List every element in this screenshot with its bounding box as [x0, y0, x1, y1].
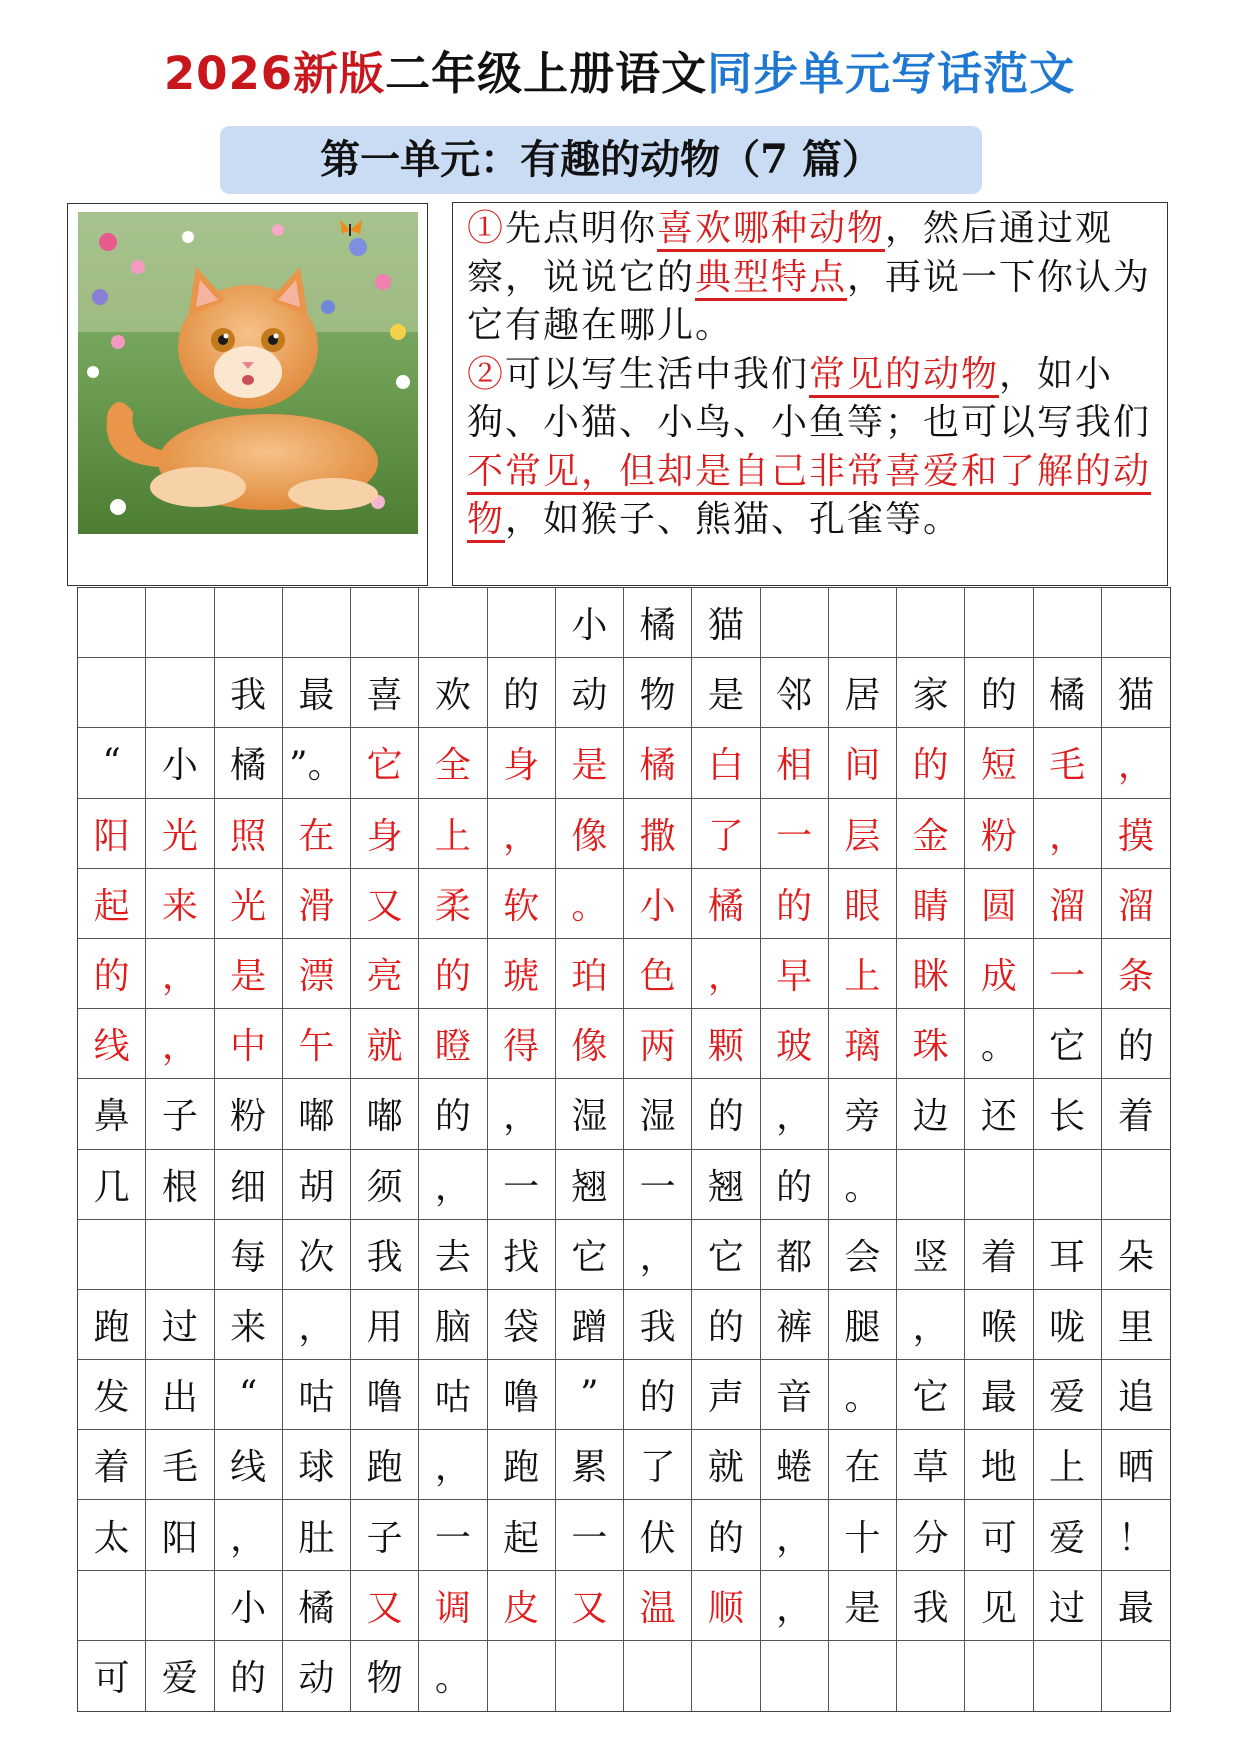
- grid-cell: ”。: [283, 728, 351, 798]
- grid-cell: 分: [897, 1500, 965, 1570]
- grid-cell: [488, 588, 556, 658]
- grid-cell: 草: [897, 1430, 965, 1500]
- grid-cell: 它: [351, 728, 419, 798]
- grid-cell: 伏: [624, 1500, 692, 1570]
- grid-cell: 全: [419, 728, 487, 798]
- grid-cell: 细: [215, 1150, 283, 1220]
- grid-cell: 来: [146, 869, 214, 939]
- grid-cell: ，: [215, 1500, 283, 1570]
- grid-cell: “: [78, 728, 146, 798]
- grid-cell: 照: [215, 799, 283, 869]
- grid-cell: 还: [965, 1079, 1033, 1149]
- tip-1-number: ①: [467, 208, 506, 249]
- grid-cell: 跑: [488, 1430, 556, 1500]
- grid-cell: 小: [624, 869, 692, 939]
- grid-cell: 白: [692, 728, 760, 798]
- grid-cell: ，: [488, 1079, 556, 1149]
- grid-cell: 一: [419, 1500, 487, 1570]
- grid-cell: 它: [1034, 1009, 1102, 1079]
- grid-cell: [1102, 1641, 1170, 1711]
- grid-cell: 起: [78, 869, 146, 939]
- grid-cell: 橘: [1034, 658, 1102, 728]
- grid-cell: 光: [215, 869, 283, 939]
- grid-cell: 噜: [488, 1360, 556, 1430]
- grid-cell: 的: [761, 869, 829, 939]
- grid-cell: ！: [1102, 1500, 1170, 1570]
- grid-cell: [761, 588, 829, 658]
- grid-cell: 的: [692, 1500, 760, 1570]
- grid-cell: 肚: [283, 1500, 351, 1570]
- grid-cell: 咕: [419, 1360, 487, 1430]
- grid-cell: 粉: [215, 1079, 283, 1149]
- grid-cell: 蜷: [761, 1430, 829, 1500]
- title-grade: 二年级上册语文: [385, 47, 708, 100]
- tip-2-number: ②: [467, 353, 506, 395]
- grid-cell: 发: [78, 1360, 146, 1430]
- grid-cell: 毛: [1034, 728, 1102, 798]
- grid-cell: 我: [351, 1220, 419, 1290]
- grid-cell: ，: [692, 939, 760, 1009]
- grid-cell: 鼻: [78, 1079, 146, 1149]
- grid-cell: 里: [1102, 1290, 1170, 1360]
- grid-cell: 一: [761, 799, 829, 869]
- grid-cell: 根: [146, 1150, 214, 1220]
- grid-cell: ”: [556, 1360, 624, 1430]
- grid-cell: 橘: [692, 869, 760, 939]
- grid-cell: 欢: [419, 658, 487, 728]
- grid-cell: 的: [761, 1150, 829, 1220]
- grid-cell: 成: [965, 939, 1033, 1009]
- grid-cell: 午: [283, 1009, 351, 1079]
- grid-cell: ，: [146, 1009, 214, 1079]
- grid-cell: 物: [624, 658, 692, 728]
- grid-cell: 瞪: [419, 1009, 487, 1079]
- grid-cell: 亮: [351, 939, 419, 1009]
- grid-cell: 橘: [283, 1571, 351, 1641]
- grid-cell: 小: [146, 728, 214, 798]
- grid-cell: 溜: [1034, 869, 1102, 939]
- grid-cell: 爱: [1034, 1360, 1102, 1430]
- grid-cell: 是: [692, 658, 760, 728]
- tip-2-text-a: 可以写生活中我们: [505, 353, 810, 395]
- grid-cell: 居: [829, 658, 897, 728]
- grid-cell: 身: [351, 799, 419, 869]
- grid-cell: 朵: [1102, 1220, 1170, 1290]
- grid-cell: 音: [761, 1360, 829, 1430]
- grid-cell: 最: [283, 658, 351, 728]
- grid-cell: 用: [351, 1290, 419, 1360]
- tip-1-highlight-2: 典型特点: [695, 257, 847, 301]
- tip-1-highlight-1: 喜欢哪种动物: [657, 208, 885, 252]
- grid-cell: 裤: [761, 1290, 829, 1360]
- grid-cell: 软: [488, 869, 556, 939]
- grid-cell: 圆: [965, 869, 1033, 939]
- grid-cell: [556, 1641, 624, 1711]
- grid-cell: [1102, 1150, 1170, 1220]
- grid-cell: 摸: [1102, 799, 1170, 869]
- grid-cell: 家: [897, 658, 965, 728]
- grid-cell: 竖: [897, 1220, 965, 1290]
- grid-cell: [146, 1220, 214, 1290]
- grid-cell: 最: [1102, 1571, 1170, 1641]
- grid-cell: 着: [965, 1220, 1033, 1290]
- grid-cell: [1034, 1641, 1102, 1711]
- grid-cell: [488, 1641, 556, 1711]
- grid-cell: 蹭: [556, 1290, 624, 1360]
- grid-cell: 我: [215, 658, 283, 728]
- tip-1-text-c: ，再说一下你认为它有趣在哪儿。: [467, 256, 1152, 346]
- grid-cell: 睛: [897, 869, 965, 939]
- grid-cell: 上: [1034, 1430, 1102, 1500]
- writing-tips-box: [452, 202, 1168, 586]
- tip-2-text-c: ，如猴子、熊猫、孔雀等。: [505, 499, 962, 540]
- grid-cell: 噜: [351, 1360, 419, 1430]
- grid-cell: 调: [419, 1571, 487, 1641]
- grid-cell: 颗: [692, 1009, 760, 1079]
- grid-cell: 滑: [283, 869, 351, 939]
- grid-cell: 相: [761, 728, 829, 798]
- essay-writing-grid: [77, 587, 1171, 1712]
- tip-2-highlight-1: 常见的动物: [809, 354, 999, 398]
- title-year-edition: 2026新版: [163, 47, 386, 100]
- grid-cell: 金: [897, 799, 965, 869]
- grid-cell: 的: [692, 1290, 760, 1360]
- grid-cell: [1102, 588, 1170, 658]
- grid-cell: 顺: [692, 1571, 760, 1641]
- grid-cell: [761, 1641, 829, 1711]
- grid-cell: ，: [897, 1290, 965, 1360]
- grid-cell: 它: [692, 1220, 760, 1290]
- orange-cat-photo: [78, 212, 418, 534]
- grid-cell: 须: [351, 1150, 419, 1220]
- title-subject: 同步单元写话范文: [707, 47, 1076, 100]
- grid-cell: [829, 588, 897, 658]
- grid-cell: ，: [761, 1079, 829, 1149]
- grid-cell: 的: [78, 939, 146, 1009]
- grid-cell: 一: [488, 1150, 556, 1220]
- grid-cell: [351, 588, 419, 658]
- grid-cell: 跑: [78, 1290, 146, 1360]
- grid-cell: 着: [1102, 1079, 1170, 1149]
- grid-cell: 漂: [283, 939, 351, 1009]
- grid-cell: 上: [829, 939, 897, 1009]
- writing-tips-text: [467, 205, 1157, 545]
- grid-cell: 球: [283, 1430, 351, 1500]
- grid-cell: 它: [556, 1220, 624, 1290]
- grid-cell: [897, 1641, 965, 1711]
- grid-cell: 又: [351, 1571, 419, 1641]
- grid-cell: 光: [146, 799, 214, 869]
- grid-cell: 线: [78, 1009, 146, 1079]
- grid-cell: 眼: [829, 869, 897, 939]
- grid-cell: ，: [624, 1220, 692, 1290]
- grid-cell: 找: [488, 1220, 556, 1290]
- grid-cell: ，: [1034, 799, 1102, 869]
- grid-cell: 又: [556, 1571, 624, 1641]
- grid-cell: [897, 588, 965, 658]
- grid-cell: 都: [761, 1220, 829, 1290]
- grid-cell: 的: [419, 1079, 487, 1149]
- tip-2-text-b: ，如小狗、小猫、小鸟、小鱼等；也可以写我们: [467, 353, 1152, 443]
- grid-cell: 翘: [692, 1150, 760, 1220]
- grid-cell: 湿: [624, 1079, 692, 1149]
- grid-cell: 会: [829, 1220, 897, 1290]
- grid-cell: 的: [624, 1360, 692, 1430]
- grid-cell: 耳: [1034, 1220, 1102, 1290]
- grid-cell: ，: [761, 1571, 829, 1641]
- grid-cell: 璃: [829, 1009, 897, 1079]
- grid-cell: 几: [78, 1150, 146, 1220]
- grid-cell: 琥: [488, 939, 556, 1009]
- grid-cell: 得: [488, 1009, 556, 1079]
- grid-cell: 湿: [556, 1079, 624, 1149]
- grid-cell: [146, 658, 214, 728]
- grid-cell: ，: [419, 1150, 487, 1220]
- grid-cell: 阳: [78, 799, 146, 869]
- unit-banner: 第一单元：有趣的动物（7 篇）: [220, 126, 982, 194]
- grid-cell: ，: [1102, 728, 1170, 798]
- grid-cell: ，: [761, 1500, 829, 1570]
- grid-cell: 撒: [624, 799, 692, 869]
- grid-cell: 咕: [283, 1360, 351, 1430]
- grid-cell: [419, 588, 487, 658]
- grid-cell: 小: [215, 1571, 283, 1641]
- grid-cell: [1034, 1150, 1102, 1220]
- grid-cell: 可: [78, 1641, 146, 1711]
- grid-cell: 猫: [1102, 658, 1170, 728]
- grid-cell: 声: [692, 1360, 760, 1430]
- tip-2-highlight-2: 不常见，但却是自己非常喜爱和了解的动物: [467, 451, 1151, 544]
- grid-cell: 上: [419, 799, 487, 869]
- grid-cell: 中: [215, 1009, 283, 1079]
- grid-cell: 着: [78, 1430, 146, 1500]
- grid-cell: 珠: [897, 1009, 965, 1079]
- grid-cell: 像: [556, 1009, 624, 1079]
- grid-cell: 邻: [761, 658, 829, 728]
- grid-cell: 间: [829, 728, 897, 798]
- grid-cell: 见: [965, 1571, 1033, 1641]
- grid-cell: 猫: [692, 588, 760, 658]
- grid-cell: 腿: [829, 1290, 897, 1360]
- grid-cell: 的: [215, 1641, 283, 1711]
- grid-cell: [78, 1220, 146, 1290]
- grid-cell: 柔: [419, 869, 487, 939]
- grid-cell: 物: [351, 1641, 419, 1711]
- grid-cell: 溜: [1102, 869, 1170, 939]
- grid-cell: [897, 1150, 965, 1220]
- grid-cell: 。: [829, 1360, 897, 1430]
- grid-cell: 橘: [215, 728, 283, 798]
- grid-cell: 的: [488, 658, 556, 728]
- grid-cell: 像: [556, 799, 624, 869]
- grid-cell: 早: [761, 939, 829, 1009]
- grid-cell: 的: [897, 728, 965, 798]
- grid-cell: 喜: [351, 658, 419, 728]
- grid-cell: 。: [556, 869, 624, 939]
- grid-cell: [965, 588, 1033, 658]
- page-title: [0, 44, 1239, 104]
- grid-cell: [1034, 588, 1102, 658]
- grid-cell: 起: [488, 1500, 556, 1570]
- grid-cell: [78, 658, 146, 728]
- grid-cell: 长: [1034, 1079, 1102, 1149]
- grid-cell: 珀: [556, 939, 624, 1009]
- grid-cell: [78, 588, 146, 658]
- grid-cell: 嘟: [351, 1079, 419, 1149]
- grid-cell: 的: [692, 1079, 760, 1149]
- grid-cell: 粉: [965, 799, 1033, 869]
- grid-cell: 地: [965, 1430, 1033, 1500]
- grid-cell: [146, 588, 214, 658]
- grid-cell: “: [215, 1360, 283, 1430]
- grid-cell: 色: [624, 939, 692, 1009]
- grid-cell: 层: [829, 799, 897, 869]
- grid-cell: 去: [419, 1220, 487, 1290]
- grid-cell: 短: [965, 728, 1033, 798]
- grid-cell: 就: [351, 1009, 419, 1079]
- grid-cell: ，: [146, 939, 214, 1009]
- grid-cell: 太: [78, 1500, 146, 1570]
- grid-cell: 是: [556, 728, 624, 798]
- grid-cell: 皮: [488, 1571, 556, 1641]
- grid-cell: [692, 1641, 760, 1711]
- grid-cell: [78, 1571, 146, 1641]
- grid-cell: 子: [146, 1079, 214, 1149]
- grid-cell: 眯: [897, 939, 965, 1009]
- grid-cell: ，: [283, 1290, 351, 1360]
- grid-cell: 的: [965, 658, 1033, 728]
- grid-cell: 爱: [146, 1641, 214, 1711]
- grid-cell: 。: [965, 1009, 1033, 1079]
- grid-cell: 了: [624, 1430, 692, 1500]
- grid-cell: 旁: [829, 1079, 897, 1149]
- grid-cell: 过: [1034, 1571, 1102, 1641]
- grid-cell: 可: [965, 1500, 1033, 1570]
- grid-cell: 过: [146, 1290, 214, 1360]
- grid-cell: 身: [488, 728, 556, 798]
- grid-cell: 的: [1102, 1009, 1170, 1079]
- grid-cell: 。: [829, 1150, 897, 1220]
- grid-cell: 线: [215, 1430, 283, 1500]
- grid-cell: [283, 588, 351, 658]
- grid-cell: 咙: [1034, 1290, 1102, 1360]
- grid-cell: 是: [829, 1571, 897, 1641]
- tip-1-text-b: ，然后通过观察，说说它的: [467, 208, 1114, 298]
- grid-cell: 跑: [351, 1430, 419, 1500]
- grid-cell: [965, 1150, 1033, 1220]
- grid-cell: 小: [556, 588, 624, 658]
- grid-cell: 爱: [1034, 1500, 1102, 1570]
- grid-cell: 胡: [283, 1150, 351, 1220]
- grid-cell: 翘: [556, 1150, 624, 1220]
- grid-cell: [829, 1641, 897, 1711]
- grid-cell: [146, 1571, 214, 1641]
- grid-cell: [215, 588, 283, 658]
- grid-cell: ，: [419, 1430, 487, 1500]
- grid-cell: [624, 1641, 692, 1711]
- grid-cell: 动: [283, 1641, 351, 1711]
- grid-cell: 就: [692, 1430, 760, 1500]
- grid-cell: 追: [1102, 1360, 1170, 1430]
- grid-cell: 边: [897, 1079, 965, 1149]
- grid-cell: 条: [1102, 939, 1170, 1009]
- grid-cell: 了: [692, 799, 760, 869]
- grid-cell: 在: [283, 799, 351, 869]
- grid-cell: 橘: [624, 588, 692, 658]
- grid-cell: 是: [215, 939, 283, 1009]
- grid-cell: 子: [351, 1500, 419, 1570]
- grid-cell: 温: [624, 1571, 692, 1641]
- grid-cell: 最: [965, 1360, 1033, 1430]
- grid-cell: 出: [146, 1360, 214, 1430]
- grid-cell: 。: [419, 1641, 487, 1711]
- grid-cell: 橘: [624, 728, 692, 798]
- photo-frame: [67, 203, 428, 586]
- grid-cell: 我: [897, 1571, 965, 1641]
- grid-cell: 又: [351, 869, 419, 939]
- grid-cell: 一: [1034, 939, 1102, 1009]
- grid-cell: [965, 1641, 1033, 1711]
- grid-cell: 两: [624, 1009, 692, 1079]
- grid-cell: 嘟: [283, 1079, 351, 1149]
- grid-cell: 晒: [1102, 1430, 1170, 1500]
- grid-cell: 次: [283, 1220, 351, 1290]
- grid-cell: ，: [488, 799, 556, 869]
- grid-cell: 动: [556, 658, 624, 728]
- tip-1-text-a: 先点明你: [505, 208, 658, 249]
- grid-cell: 十: [829, 1500, 897, 1570]
- grid-cell: 袋: [488, 1290, 556, 1360]
- grid-cell: 一: [624, 1150, 692, 1220]
- grid-cell: 玻: [761, 1009, 829, 1079]
- grid-cell: 在: [829, 1430, 897, 1500]
- grid-cell: 喉: [965, 1290, 1033, 1360]
- grid-cell: 来: [215, 1290, 283, 1360]
- grid-cell: 阳: [146, 1500, 214, 1570]
- grid-cell: 一: [556, 1500, 624, 1570]
- grid-cell: 脑: [419, 1290, 487, 1360]
- grid-cell: 我: [624, 1290, 692, 1360]
- grid-cell: 毛: [146, 1430, 214, 1500]
- grid-cell: 每: [215, 1220, 283, 1290]
- grid-cell: 累: [556, 1430, 624, 1500]
- grid-cell: 的: [419, 939, 487, 1009]
- grid-cell: 它: [897, 1360, 965, 1430]
